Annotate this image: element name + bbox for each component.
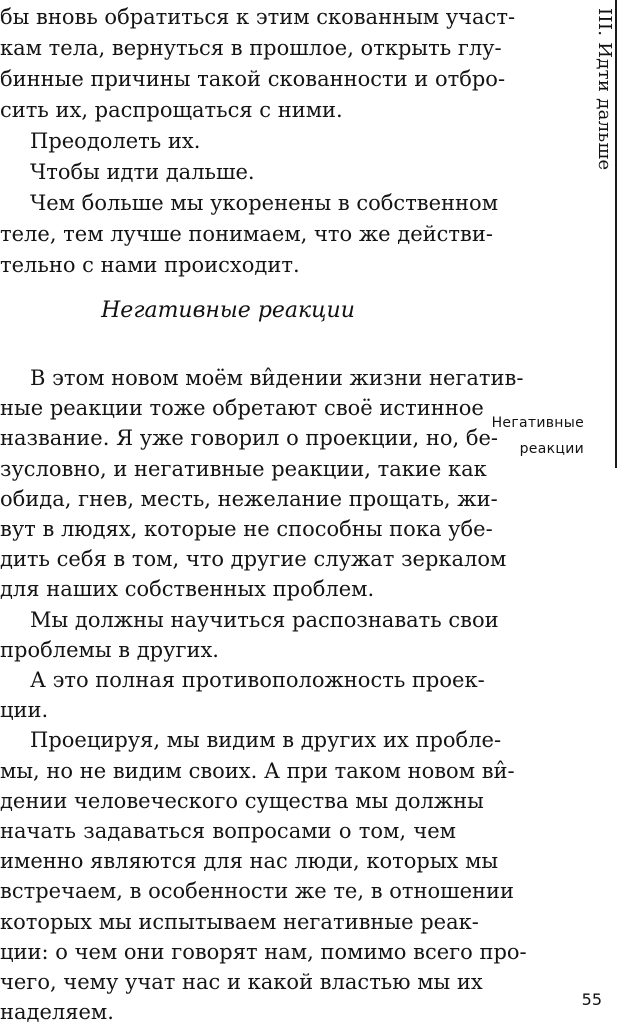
text-line: обида, гнев, месть, нежелание прощать, жи- [0,486,498,511]
text-line: дении человеческого существа мы должны [0,788,484,813]
text-line: Проецируя, мы видим в других их пробле- [30,728,502,753]
text-line: ции: о чем они говорят нам, помимо всего про- [0,939,527,964]
text-line: начать задаваться вопросами о том, чем [0,819,456,843]
margin-rule [615,0,617,468]
text-line: вут в людях, которые не способны пока убе- [0,517,493,541]
text-line: тельно с нами происходит. [0,253,300,277]
margin-note-line: реакции [519,441,584,457]
text-line: встречаем, в особенности же те, в отношении [0,879,515,904]
text-line: Чем больше мы укоренены в собственном [30,191,499,215]
text-line: Чтобы идти дальше. [30,160,255,184]
text-line: сить их, распрощаться с ними. [0,98,343,122]
text-line: мы, но не видим своих. А при таком новом ви̂- [0,758,515,783]
text-line: которых мы испытываем негативные реак- [0,909,479,934]
text-line: ции. [0,698,49,723]
margin-note [444,410,584,462]
text-line: кам тела, вернуться в прошлое, открыть глу- [0,36,502,60]
text-line: именно являются для нас люди, которых мы [0,849,499,874]
text-line: Мы должны научиться распознавать свои [30,607,499,632]
text-line: В этом новом моём ви̂дении жизни негатив- [30,366,524,390]
text-line: бинные причины такой скованности и отбро- [0,67,506,91]
text-line: для наших собственных проблем. [0,577,375,602]
text-line: название. Я уже говорил о проекции, но, бе- [0,426,499,451]
section-heading: Негативные реакции [101,298,355,323]
text-line: зусловно, и негативные реакции, такие как [0,456,487,481]
text-line: проблемы в других. [0,637,219,662]
text-line: бы вновь обратиться к этим скованным участ- [0,5,516,29]
text-line: Преодолеть их. [30,129,201,153]
text-line: чего, чему учат нас и какой властью мы их [0,970,483,994]
text-line: наделяем. [0,1000,114,1025]
text-line: А это полная противоположность проек- [30,668,485,692]
text-line: ные реакции тоже обретают своё истинное [0,396,484,421]
running-head: III. Идти дальше [594,8,615,171]
page-number: 55 [581,990,602,1009]
text-line: теле, тем лучше понимаем, что же действи- [0,222,493,246]
text-line: дить себя в том, что другие служат зеркалом [0,547,507,572]
margin-note-line: Негативные [491,415,584,431]
